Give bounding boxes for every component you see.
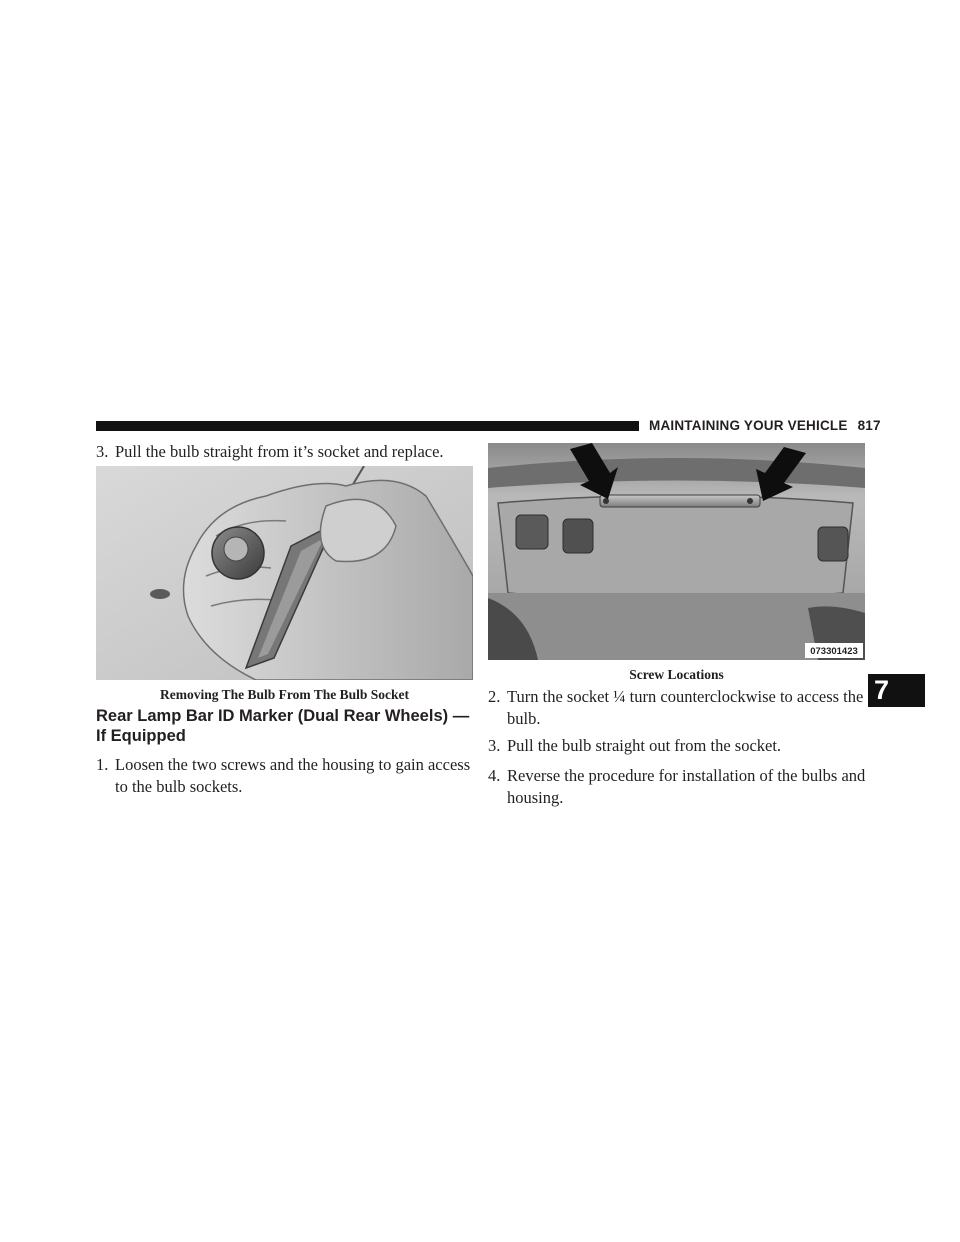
step-number: 4. xyxy=(488,766,501,785)
step-text-line-2: housing. xyxy=(507,788,564,807)
bulb-removal-photo xyxy=(96,466,473,680)
step-2-right xyxy=(488,686,868,730)
step-text-line-1: Turn the socket ¼ turn counterclockwise to access the xyxy=(507,687,864,706)
step-text-line-2: bulb. xyxy=(507,709,541,728)
step-3-left xyxy=(96,441,476,463)
image-code: 073301423 xyxy=(810,646,858,657)
figure-2-caption: Screw Locations xyxy=(629,667,724,682)
section-title: MAINTAINING YOUR VEHICLE xyxy=(649,418,848,433)
running-header xyxy=(649,418,881,433)
step-1-left xyxy=(96,754,476,798)
step-text-line-1: Loosen the two screws and the housing to gain access xyxy=(115,755,471,774)
step-text: Pull the bulb straight out from the socket. xyxy=(507,736,782,755)
step-number: 1. xyxy=(96,755,109,774)
section-heading: Rear Lamp Bar ID Marker (Dual Rear Wheels) — If Equipped xyxy=(96,707,470,745)
chapter-tab[interactable]: 7 xyxy=(868,674,925,707)
step-text: Pull the bulb straight from it’s socket and replace. xyxy=(115,442,444,461)
step-number: 3. xyxy=(488,736,501,755)
step-number: 3. xyxy=(96,442,109,461)
step-text-line-2: to the bulb sockets. xyxy=(115,777,243,796)
step-text-line-1: Reverse the procedure for installation of the bulbs and xyxy=(507,766,866,785)
step-number: 2. xyxy=(488,687,501,706)
step-3-right xyxy=(488,735,868,757)
step-4-right xyxy=(488,765,868,809)
header-rule xyxy=(96,421,639,431)
page-number: 817 xyxy=(857,418,881,433)
screw-locations-photo xyxy=(488,443,865,660)
figure-1-caption: Removing The Bulb From The Bulb Socket xyxy=(159,687,410,702)
